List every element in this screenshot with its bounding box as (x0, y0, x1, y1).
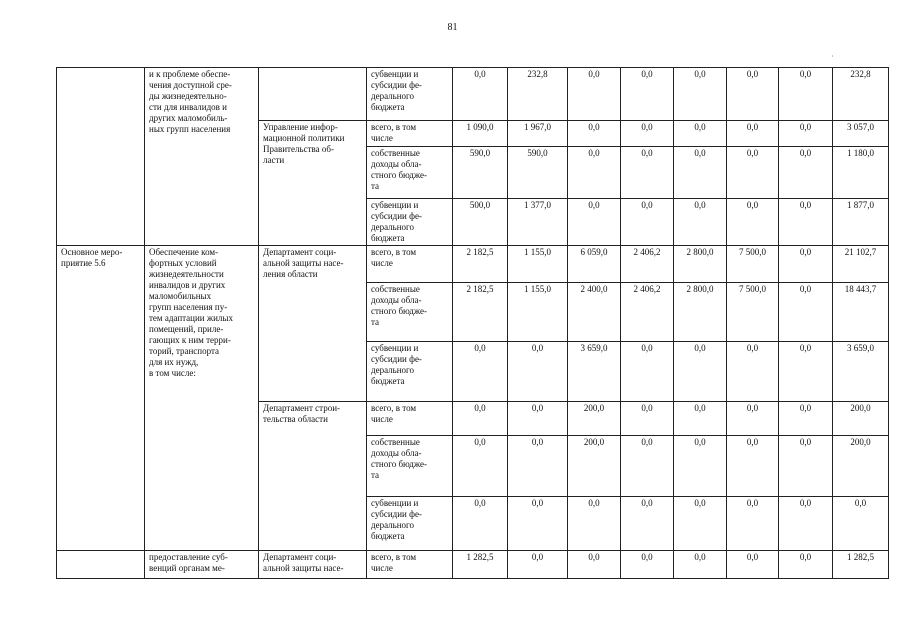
measure-code-cell (57, 551, 145, 579)
year-value-cell: 0,0 (508, 497, 568, 551)
year-value-cell: 0,0 (727, 497, 779, 551)
funding-source-cell: субвенции и субсидии фе- дерального бюджета (367, 199, 453, 246)
total-value-cell: 0,0 (833, 497, 889, 551)
table-row (57, 551, 889, 579)
year-value-cell: 0,0 (727, 436, 779, 497)
year-value-cell: 0,0 (674, 147, 727, 199)
year-value-cell: 0,0 (568, 551, 621, 579)
funding-source-cell: всего, в том числе (367, 121, 453, 147)
year-value-cell: 2 400,0 (568, 283, 621, 342)
year-value-cell: 0,0 (621, 147, 674, 199)
year-value-cell: 0,0 (779, 497, 833, 551)
year-value-cell: 0,0 (779, 342, 833, 402)
funding-source-cell: всего, в том числе (367, 551, 453, 579)
total-value-cell: 18 443,7 (833, 283, 889, 342)
year-value-cell: 0,0 (727, 147, 779, 199)
year-value-cell: 0,0 (779, 436, 833, 497)
year-value-cell: 1 155,0 (508, 283, 568, 342)
year-value-cell: 0,0 (568, 121, 621, 147)
funding-source-cell: субвенции и субсидии фе- дерального бюджета (367, 342, 453, 402)
year-value-cell: 2 800,0 (674, 246, 727, 283)
year-value-cell: 590,0 (508, 147, 568, 199)
measure-code-cell: Основное меро- приятие 5.6 (57, 246, 145, 551)
total-value-cell: 1 282,5 (833, 551, 889, 579)
year-value-cell: 0,0 (779, 246, 833, 283)
year-value-cell: 0,0 (674, 497, 727, 551)
total-value-cell: 232,8 (833, 68, 889, 121)
year-value-cell: 2 406,2 (621, 246, 674, 283)
total-value-cell: 1 180,0 (833, 147, 889, 199)
year-value-cell: 0,0 (727, 551, 779, 579)
year-value-cell: 0,0 (779, 551, 833, 579)
year-value-cell: 0,0 (621, 497, 674, 551)
year-value-cell: 0,0 (508, 402, 568, 436)
total-value-cell: 3 057,0 (833, 121, 889, 147)
year-value-cell: 0,0 (727, 199, 779, 246)
table-row (57, 68, 889, 121)
year-value-cell: 0,0 (453, 497, 508, 551)
year-value-cell: 1 090,0 (453, 121, 508, 147)
measure-description-cell: и к проблеме обеспе- чения доступной сре- ды жизнедеятельно- сти для инвалидов и других маломобиль- ных групп населения (145, 68, 259, 246)
year-value-cell: 0,0 (621, 342, 674, 402)
total-value-cell: 21 102,7 (833, 246, 889, 283)
table-row (57, 246, 889, 283)
year-value-cell: 0,0 (674, 342, 727, 402)
year-value-cell: 2 182,5 (453, 283, 508, 342)
year-value-cell: 0,0 (508, 436, 568, 497)
scan-speck: · (831, 52, 834, 61)
year-value-cell: 0,0 (674, 436, 727, 497)
measure-code-cell (57, 68, 145, 246)
total-value-cell: 3 659,0 (833, 342, 889, 402)
year-value-cell: 0,0 (453, 342, 508, 402)
year-value-cell: 0,0 (779, 68, 833, 121)
total-value-cell: 1 877,0 (833, 199, 889, 246)
year-value-cell: 0,0 (727, 342, 779, 402)
year-value-cell: 1 155,0 (508, 246, 568, 283)
year-value-cell: 0,0 (453, 436, 508, 497)
year-value-cell: 1 282,5 (453, 551, 508, 579)
funding-source-cell: субвенции и субсидии фе- дерального бюджета (367, 497, 453, 551)
year-value-cell: 0,0 (568, 147, 621, 199)
year-value-cell: 500,0 (453, 199, 508, 246)
year-value-cell: 0,0 (727, 121, 779, 147)
year-value-cell: 0,0 (621, 68, 674, 121)
year-value-cell: 0,0 (779, 283, 833, 342)
year-value-cell: 7 500,0 (727, 283, 779, 342)
year-value-cell: 0,0 (621, 121, 674, 147)
year-value-cell: 590,0 (453, 147, 508, 199)
year-value-cell: 0,0 (508, 551, 568, 579)
funding-source-cell: всего, в том числе (367, 246, 453, 283)
year-value-cell: 0,0 (779, 199, 833, 246)
year-value-cell: 0,0 (568, 497, 621, 551)
year-value-cell: 200,0 (568, 436, 621, 497)
year-value-cell: 0,0 (674, 551, 727, 579)
total-value-cell: 200,0 (833, 402, 889, 436)
measure-description-cell: предоставление суб- венций органам ме- (145, 551, 259, 579)
page-number: 81 (447, 22, 458, 33)
year-value-cell: 1 967,0 (508, 121, 568, 147)
funding-source-cell: всего, в том числе (367, 402, 453, 436)
year-value-cell: 6 059,0 (568, 246, 621, 283)
year-value-cell: 0,0 (674, 121, 727, 147)
year-value-cell: 0,0 (621, 551, 674, 579)
measure-description-cell: Обеспечение ком- фортных условий жизнедеятельности инвалидов и других маломобильных групп населения пу- тем адаптации жилых помещений, приле- гающих к ним терри- торий, транспорта для их нужд, в том числе: (145, 246, 259, 551)
year-value-cell: 0,0 (621, 402, 674, 436)
year-value-cell: 7 500,0 (727, 246, 779, 283)
budget-table (56, 67, 889, 579)
year-value-cell: 0,0 (568, 68, 621, 121)
funding-source-cell: собственные доходы обла- стного бюдже- та (367, 283, 453, 342)
year-value-cell: 0,0 (621, 199, 674, 246)
funding-source-cell: собственные доходы обла- стного бюдже- та (367, 147, 453, 199)
year-value-cell: 0,0 (674, 68, 727, 121)
year-value-cell: 2 800,0 (674, 283, 727, 342)
year-value-cell: 2 182,5 (453, 246, 508, 283)
year-value-cell: 0,0 (621, 436, 674, 497)
total-value-cell: 200,0 (833, 436, 889, 497)
year-value-cell: 0,0 (453, 68, 508, 121)
year-value-cell: 0,0 (727, 402, 779, 436)
year-value-cell: 0,0 (779, 147, 833, 199)
year-value-cell: 0,0 (674, 199, 727, 246)
funding-source-cell: собственные доходы обла- стного бюдже- та (367, 436, 453, 497)
year-value-cell: 2 406,2 (621, 283, 674, 342)
year-value-cell: 3 659,0 (568, 342, 621, 402)
year-value-cell: 0,0 (674, 402, 727, 436)
funding-source-cell: субвенции и субсидии фе- дерального бюджета (367, 68, 453, 121)
executor-cell: Департамент строи- тельства области (259, 402, 367, 551)
executor-cell: Департамент соци- альной защиты насе- ления области (259, 246, 367, 402)
executor-cell: Управление инфор- мационной политики Правительства об- ласти (259, 121, 367, 246)
year-value-cell: 200,0 (568, 402, 621, 436)
executor-cell: Департамент соци- альной защиты насе- (259, 551, 367, 579)
year-value-cell: 0,0 (568, 199, 621, 246)
year-value-cell: 0,0 (508, 342, 568, 402)
year-value-cell: 0,0 (727, 68, 779, 121)
executor-cell (259, 68, 367, 121)
year-value-cell: 0,0 (779, 121, 833, 147)
year-value-cell: 0,0 (453, 402, 508, 436)
year-value-cell: 1 377,0 (508, 199, 568, 246)
year-value-cell: 0,0 (779, 402, 833, 436)
year-value-cell: 232,8 (508, 68, 568, 121)
